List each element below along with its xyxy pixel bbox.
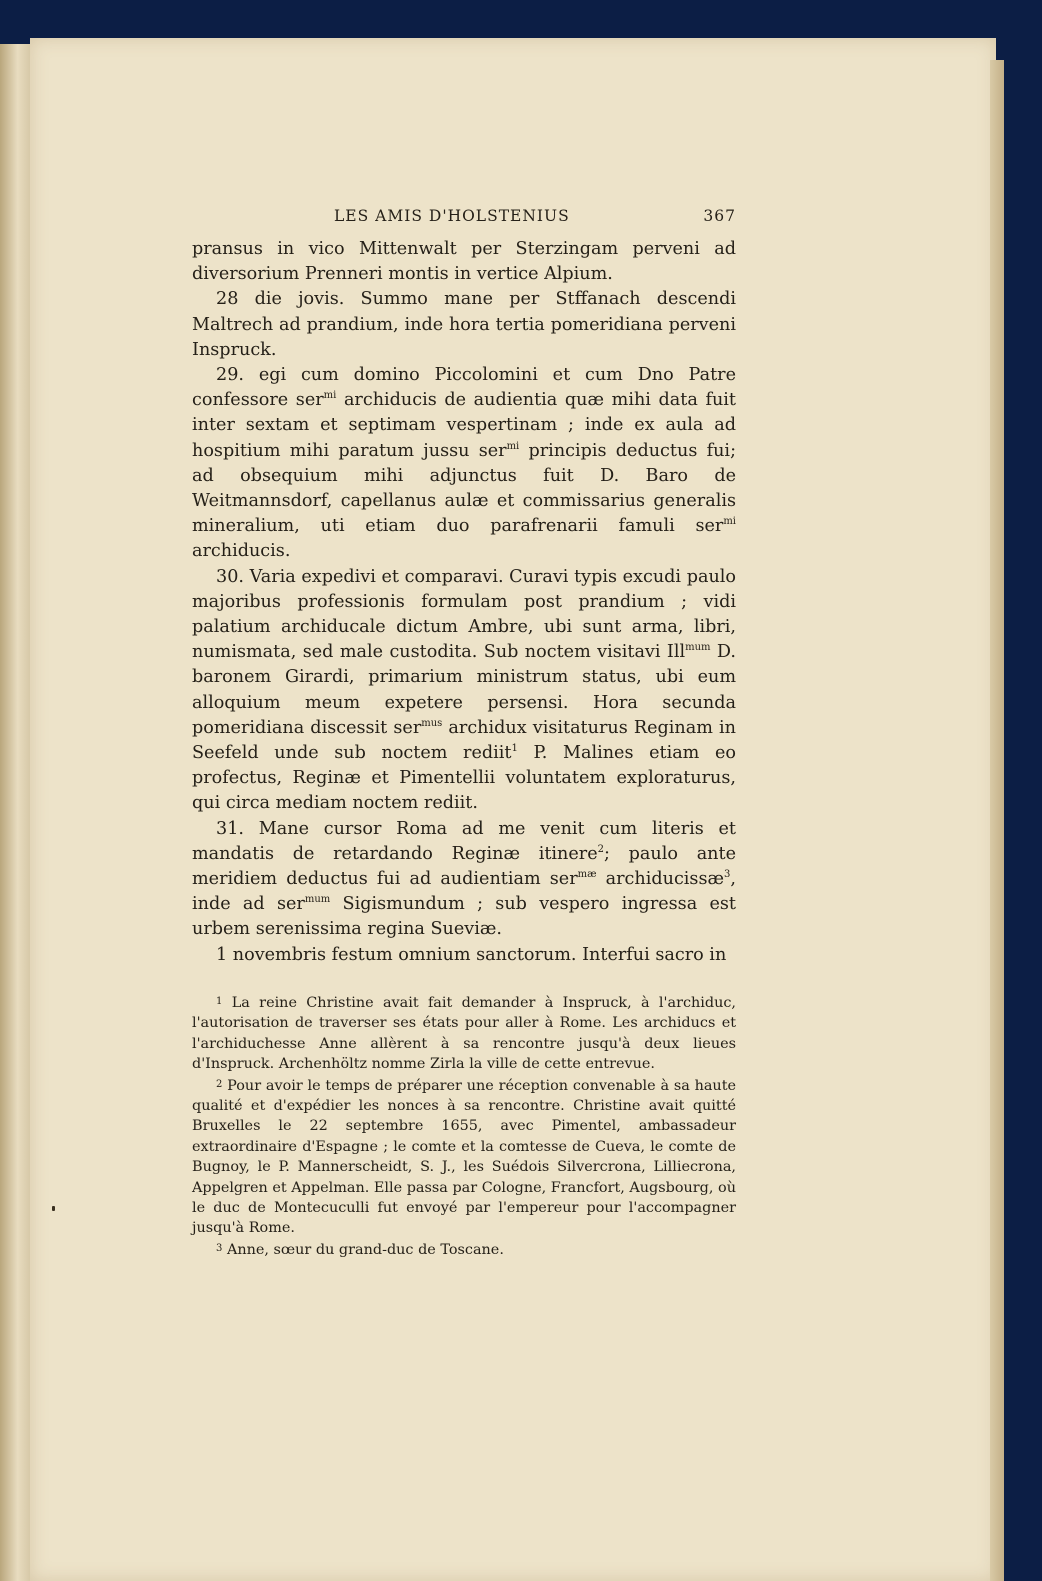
paragraph: 1 novembris festum omnium sanctorum. Interfui sacro in — [216, 944, 727, 965]
page-text — [192, 207, 736, 1260]
paragraph: pransus in vico Mittenwalt per Sterzingam perveni ad diversorium Prenneri montis in vertice Alpium. — [192, 239, 736, 285]
text-run: P. Malines etiam eo profectus, Reginæ et Pimentellii voluntatem exploraturus, qui circa mediam noctem rediit. — [192, 743, 736, 814]
book-spine — [0, 44, 32, 1581]
main-text — [192, 237, 736, 968]
footnote-mark: 1 — [216, 995, 223, 1007]
footnote-ref: 2 — [597, 843, 604, 855]
text-run: archiducissæ — [596, 869, 725, 890]
superscript: mæ — [577, 869, 597, 881]
footnote-ref: 1 — [511, 743, 518, 755]
superscript: mum — [304, 894, 331, 906]
footnote — [192, 992, 736, 1075]
running-title: LES AMIS D'HOLSTENIUS — [334, 207, 570, 225]
page-edge — [990, 60, 1004, 1581]
superscript: mum — [685, 642, 711, 654]
paragraph — [192, 363, 736, 565]
superscript: mi — [323, 390, 337, 402]
page-number: 367 — [703, 207, 736, 225]
text-run: archidux visitaturus Reginam in Seefeld unde sub noctem rediit — [192, 717, 736, 764]
text-run: principis deductus fui; ad obsequium mihi adjunctus fuit D. Baro de Weitmannsdorf, capellanus aulæ et commissarius generalis mineralium, uti etiam duo parafrenarii famuli ser — [192, 440, 736, 537]
footnote-mark: 2 — [216, 1078, 223, 1090]
footnote-ref: 3 — [724, 869, 731, 881]
footnote-text: Anne, sœur du grand-duc de Toscane. — [226, 1241, 504, 1258]
ink-spot — [52, 1206, 55, 1211]
text-run: Sigismundum ; sub vespero ingressa est urbem serenissima regina Sueviæ. — [192, 894, 736, 940]
text-run: archiducis. — [192, 541, 291, 562]
paragraph: 28 die jovis. Summo mane per Stffanach descendi Maltrech ad prandium, inde hora tertia pomeridiana perveni Inspruck. — [192, 289, 736, 360]
text-run: 30. Varia expedivi et comparavi. Curavi typis excudi paulo majoribus professionis formulam post prandium ; vidi palatium archiducale dictum Ambre, ubi sunt arma, libri, numismata, sed male custodita. Sub noctem visitavi Ill — [192, 566, 736, 663]
paragraph — [192, 565, 736, 817]
text-run: 29. egi cum domino Piccolomini et cum Dno Patre confessore ser — [192, 365, 736, 411]
footnotes — [192, 992, 736, 1260]
text-run: archiducis de audientia quæ mihi data fuit inter sextam et septimam vespertinam ; inde ex aula ad hospitium mihi paratum jussu ser — [192, 390, 736, 461]
footnote — [192, 1239, 736, 1260]
superscript: mi — [506, 440, 520, 452]
running-header — [192, 207, 736, 237]
text-run: , inde ad ser — [192, 869, 736, 915]
paragraph — [192, 817, 736, 943]
superscript: mi — [723, 516, 736, 528]
text-run: ; paulo ante meridiem deductus fui ad audientiam ser — [192, 843, 736, 890]
text-run: D. baronem Girardi, primarium ministrum status, ubi eum alloquium meum expetere persensi. Hora secunda pomeridiana discessit ser — [192, 642, 736, 738]
footnote-text: Pour avoir le temps de préparer une réception convenable à sa haute qualité et d'expédier les nonces à sa rencontre. Christine avait quitté Bruxelles le 22 septembre 1655, avec Pimentel, ambassadeur extraordinaire d'Espagne ; le comte et la comtesse de Cueva, le comte de Bugnoy, le P. Mannerscheidt, S. J., les Suédois Silvercrona, Lilliecrona, Appelgren et Appelman. Elle passa par Cologne, Francfort, Augsbourg, où le duc de Montecuculli fut envoyé par l'empereur pour l'accompagner jusqu'à Rome. — [192, 1077, 736, 1237]
footnote — [192, 1075, 736, 1239]
superscript: mus — [421, 717, 443, 729]
text-run: 31. Mane cursor Roma ad me venit cum literis et mandatis de retardando Reginæ itinere — [192, 818, 736, 864]
footnote-mark: 3 — [216, 1242, 223, 1254]
footnote-text: La reine Christine avait fait demander à Inspruck, à l'archiduc, l'autorisation de traverser ses états pour aller à Rome. Les archiducs et l'archiduchesse Anne allèrent à sa rencontre jusqu'à deux lieues d'Inspruck. Archenhöltz nomme Zirla la ville de cette entrevue. — [192, 994, 736, 1073]
